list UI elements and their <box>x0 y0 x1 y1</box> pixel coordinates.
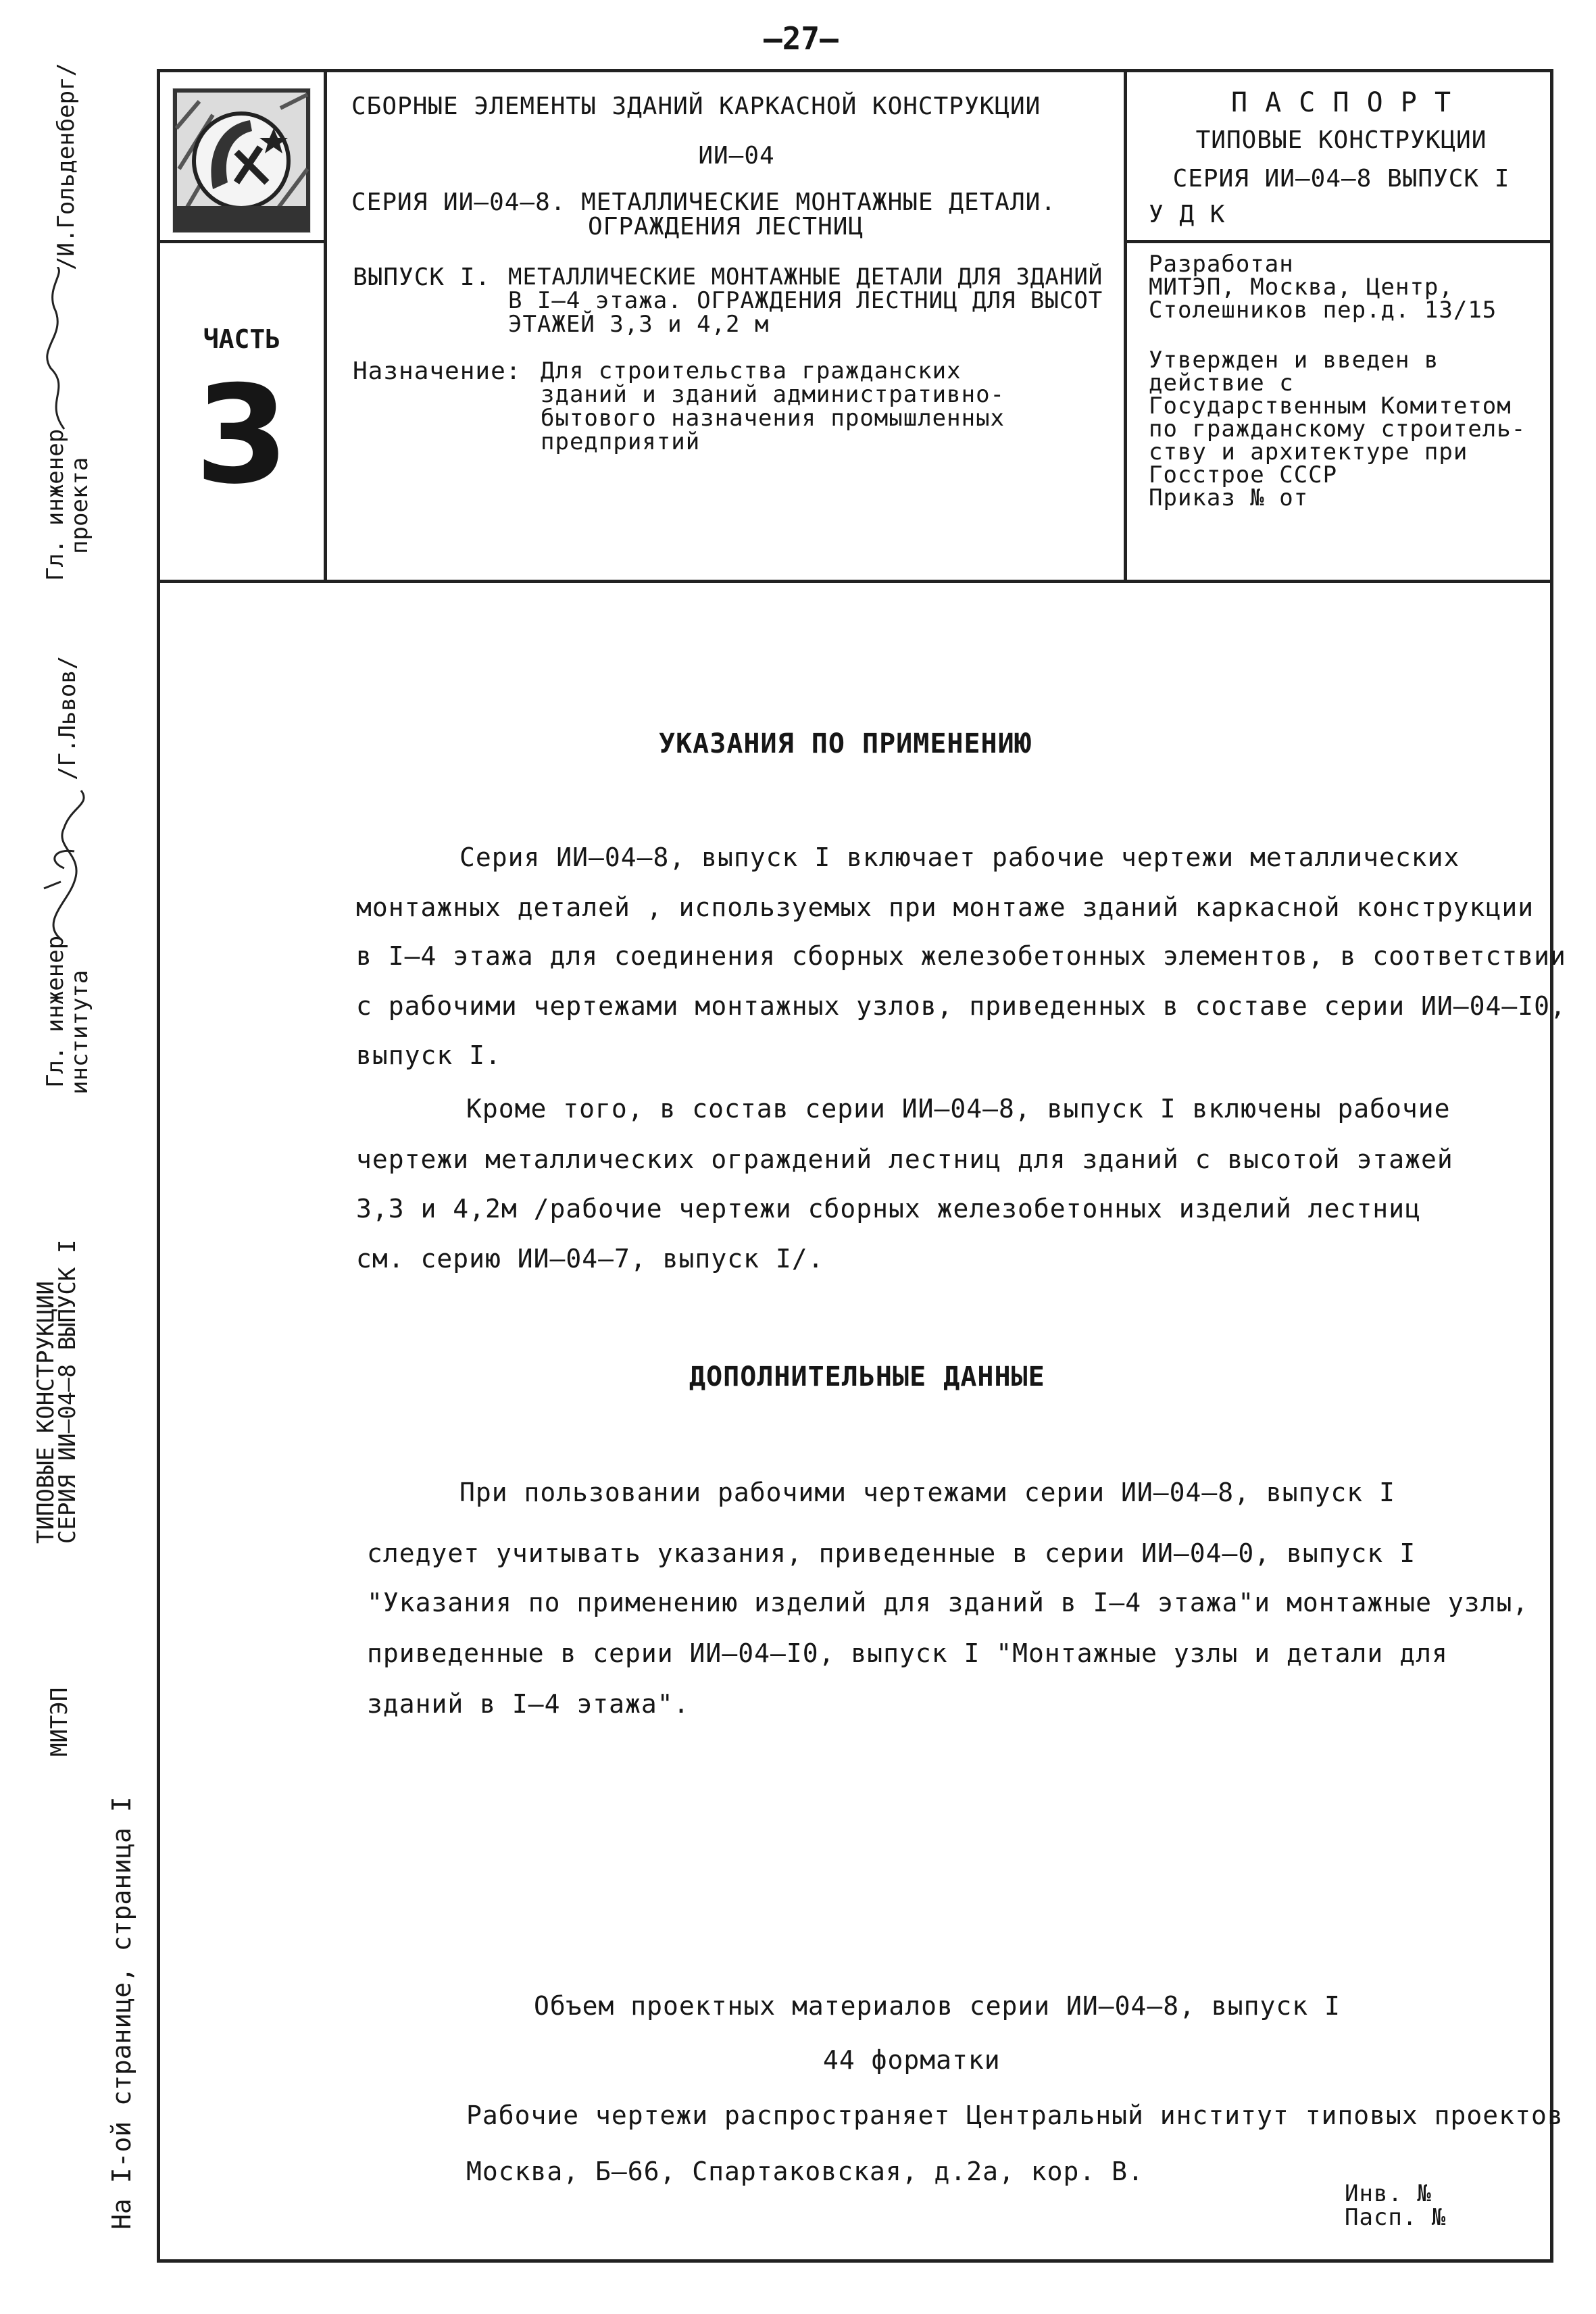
header-title-line2: ИИ–04 <box>698 142 775 170</box>
section2-p1-line: При пользовании рабочими чертежами серии ИИ–04–8, выпуск I <box>459 1478 1395 1507</box>
divider <box>157 580 1553 583</box>
header-title-line1: СБОРНЫЕ ЭЛЕМЕНТЫ ЗДАНИЙ КАРКАСНОЙ КОНСТРУКЦИИ <box>351 93 1041 120</box>
side-chief-engineer-project-2: проекта <box>66 457 93 554</box>
part-number: 3 <box>195 357 289 514</box>
signature-project <box>37 267 78 436</box>
section1-heading: УКАЗАНИЯ ПО ПРИМЕНЕНИЮ <box>659 728 1032 759</box>
side-org: МИТЭП <box>46 1687 73 1757</box>
purpose-label: Назначение: <box>353 357 522 385</box>
distributor-line2: Москва, Б–66, Спартаковская, д.2а, кор. В. <box>466 2157 1144 2186</box>
section2-p1-line: зданий в I–4 этажа". <box>367 1689 690 1719</box>
section1-p1-line: Серия ИИ–04–8, выпуск I включает рабочие чертежи металлических <box>459 842 1460 872</box>
header-series-line2: ОГРАЖДЕНИЯ ЛЕСТНИЦ <box>588 213 864 241</box>
part-label: ЧАСТЬ <box>203 324 281 354</box>
side-chief-engineer-institute: Гл. инженер <box>42 935 69 1088</box>
section1-p2-line: чертежи металлических ограждений лестниц для зданий с высотой этажей <box>356 1145 1453 1174</box>
divider <box>157 240 327 243</box>
udk-label: У Д К <box>1149 201 1226 228</box>
approval-line2: действие с <box>1149 370 1294 397</box>
header-series-line1: СЕРИЯ ИИ–04–8. МЕТАЛЛИЧЕСКИЕ МОНТАЖНЫЕ ДЕТАЛИ. <box>351 188 1056 216</box>
formats-line: 44 форматки <box>823 2045 1001 2075</box>
section2-p1-line: приведенные в серии ИИ–04–I0, выпуск I "Монтажные узлы и детали для <box>367 1638 1448 1668</box>
distributor-line1: Рабочие чертежи распространяет Центральный институт типовых проектов <box>466 2101 1564 2130</box>
passport-line2: СЕРИЯ ИИ–04–8 ВЫПУСК I <box>1172 165 1510 193</box>
developer-line3: Столешников пер.д. 13/15 <box>1149 297 1497 324</box>
purpose-line3: бытового назначения промышленных <box>541 405 1005 432</box>
issue-label: ВЫПУСК I. <box>353 263 491 291</box>
section1-p2-line: см. серию ИИ–04–7, выпуск I/. <box>356 1244 824 1274</box>
divider <box>1124 69 1127 582</box>
side-page-ref: На I-ой странице, страница I <box>107 1796 136 2230</box>
passport-title: П А С П О Р Т <box>1230 87 1452 118</box>
issue-line1: МЕТАЛЛИЧЕСКИЕ МОНТАЖНЫЕ ДЕТАЛИ ДЛЯ ЗДАНИЙ <box>508 263 1103 291</box>
side-chief-engineer-project: Гл. инженер <box>42 428 69 581</box>
pasp-number: Пасп. № <box>1345 2204 1447 2231</box>
purpose-line2: зданий и зданий административно- <box>541 381 1005 408</box>
developer-line1: Разработан <box>1149 251 1294 278</box>
side-chief-engineer-institute-name: /Г.Львов/ <box>54 655 81 780</box>
section2-heading: ДОПОЛНИТЕЛЬНЫЕ ДАННЫЕ <box>689 1361 1045 1392</box>
section1-p1-line: с рабочими чертежами монтажных узлов, приведенных в составе серии ИИ–04–I0, <box>356 991 1566 1021</box>
approval-line6: Госстрое СССР <box>1149 461 1338 488</box>
approval-line5: ству и архитектуре при <box>1149 438 1468 466</box>
approval-line7: Приказ № от <box>1149 484 1309 511</box>
side-chief-engineer-project-name: /И.Гольденберг/ <box>53 62 80 270</box>
section1-p2-line: Кроме того, в состав серии ИИ–04–8, выпуск I включены рабочие <box>466 1094 1451 1124</box>
section1-p2-line: 3,3 и 4,2м /рабочие чертежи сборных железобетонных изделий лестниц <box>356 1194 1421 1224</box>
section1-p1-line: выпуск I. <box>356 1040 501 1070</box>
approval-line4: по гражданскому строитель- <box>1149 416 1526 443</box>
section1-p1-line: монтажных деталей , используемых при монтаже зданий каркасной конструкции <box>356 892 1535 922</box>
side-series-line2: СЕРИЯ ИИ–04–8 ВЫПУСК I <box>54 1239 81 1544</box>
signature-institute <box>27 787 101 942</box>
inv-number: Инв. № <box>1345 2180 1432 2207</box>
issue-line2: В I–4 этажа. ОГРАЖДЕНИЯ ЛЕСТНИЦ ДЛЯ ВЫСОТ <box>508 287 1103 314</box>
approval-line1: Утвержден и введен в <box>1149 347 1439 374</box>
purpose-line4: предприятий <box>541 428 701 455</box>
page-number: –27– <box>764 20 839 57</box>
section1-p1-line: в I–4 этажа для соединения сборных железобетонных элементов, в соответствии <box>356 941 1566 971</box>
volume-line: Объем проектных материалов серии ИИ–04–8, выпуск I <box>534 1991 1341 2021</box>
section2-p1-line: "Указания по применению изделий для зданий в I–4 этажа"и монтажные узлы, <box>367 1588 1529 1617</box>
side-series-line1: ТИПОВЫЕ КОНСТРУКЦИИ <box>32 1281 59 1544</box>
divider <box>1124 240 1553 243</box>
approval-line3: Государственным Комитетом <box>1149 393 1512 420</box>
emblem-icon <box>172 88 311 233</box>
purpose-line1: Для строительства гражданских <box>541 357 962 384</box>
side-chief-engineer-institute-2: института <box>66 970 93 1095</box>
emblem-stamp <box>172 88 311 233</box>
developer-line2: МИТЭП, Москва, Центр, <box>1149 274 1453 301</box>
passport-line1: ТИПОВЫЕ КОНСТРУКЦИИ <box>1195 126 1487 154</box>
issue-line3: ЭТАЖЕЙ 3,3 и 4,2 м <box>508 311 770 338</box>
section2-p1-line: следует учитывать указания, приведенные в серии ИИ–04–0, выпуск I <box>367 1538 1416 1568</box>
